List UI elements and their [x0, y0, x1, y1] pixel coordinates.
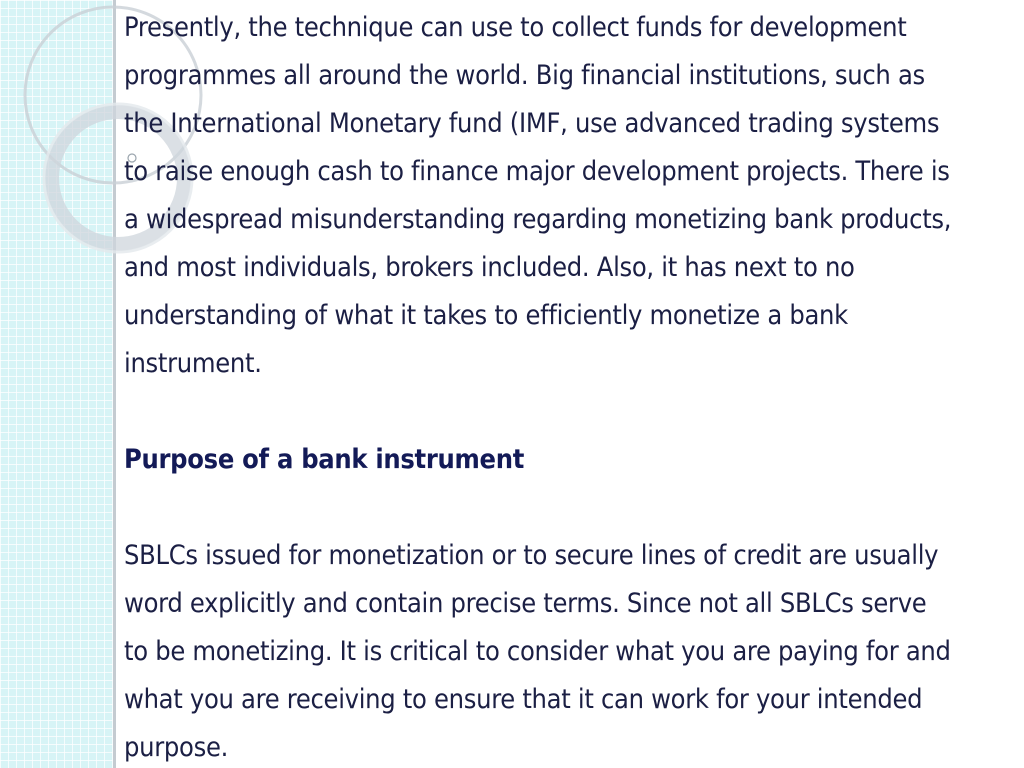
paragraph-line: word explicitly and contain precise terms. Since not all SBLCs serve: [124, 588, 927, 619]
paragraph-line: understanding of what it takes to efficiently monetize a bank: [124, 300, 848, 331]
slide-content: [124, 4, 1004, 768]
paragraph-line: to raise enough cash to finance major development projects. There is: [124, 156, 950, 187]
intro-paragraph: [124, 4, 1004, 388]
paragraph-line: and most individuals, brokers included. Also, it has next to no: [124, 252, 855, 283]
paragraph-line: to be monetizing. It is critical to consider what you are paying for and: [124, 636, 951, 667]
paragraph-line: SBLCs issued for monetization or to secure lines of credit are usually: [124, 540, 939, 571]
paragraph-line: what you are receiving to ensure that it can work for your intended: [124, 684, 923, 715]
section-heading: Purpose of a bank instrument: [124, 444, 525, 475]
paragraph-line: the International Monetary fund (IMF, use advanced trading systems: [124, 108, 940, 139]
paragraph-line: a widespread misunderstanding regarding monetizing bank products,: [124, 204, 952, 235]
paragraph-line: Presently, the technique can use to collect funds for development: [124, 12, 907, 43]
purpose-paragraph: [124, 532, 1004, 768]
paragraph-line: purpose.: [124, 732, 229, 763]
paragraph-line: programmes all around the world. Big financial institutions, such as: [124, 60, 925, 91]
paragraph-line: instrument.: [124, 348, 262, 379]
